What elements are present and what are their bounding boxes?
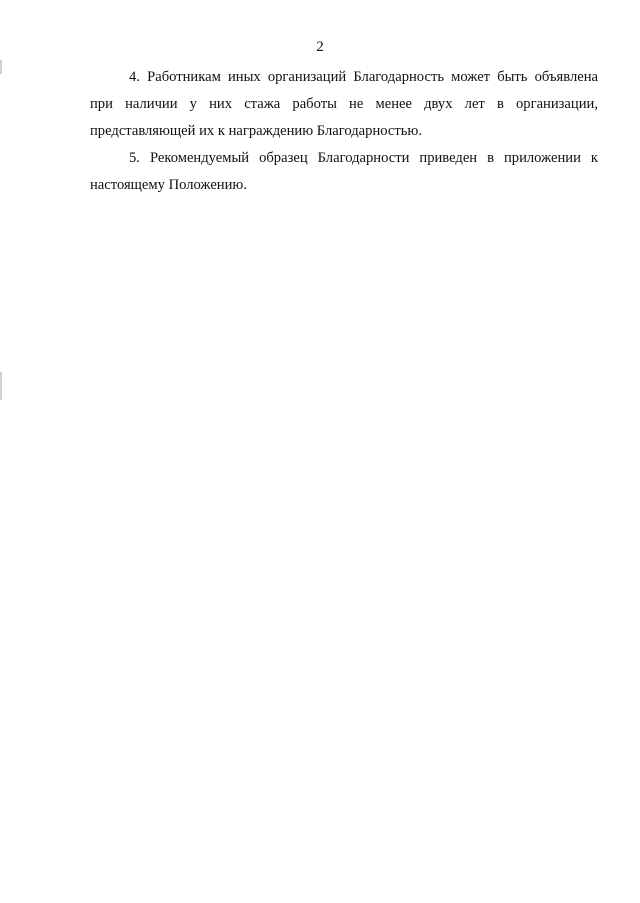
paragraph-5: 5. Рекомендуемый образец Благодарности приведен в приложении к настоящему Положению.	[90, 150, 598, 193]
scan-edge-mark	[0, 60, 2, 74]
paragraph-4: 4. Работникам иных организаций Благодарность может быть объявлена при наличии у них стажа работы не менее двух лет в организации, представляющей их к награждению Благодарностью.	[90, 69, 598, 139]
document-body	[90, 64, 598, 199]
scan-edge-mark	[0, 372, 2, 400]
page-number: 2	[316, 39, 324, 55]
